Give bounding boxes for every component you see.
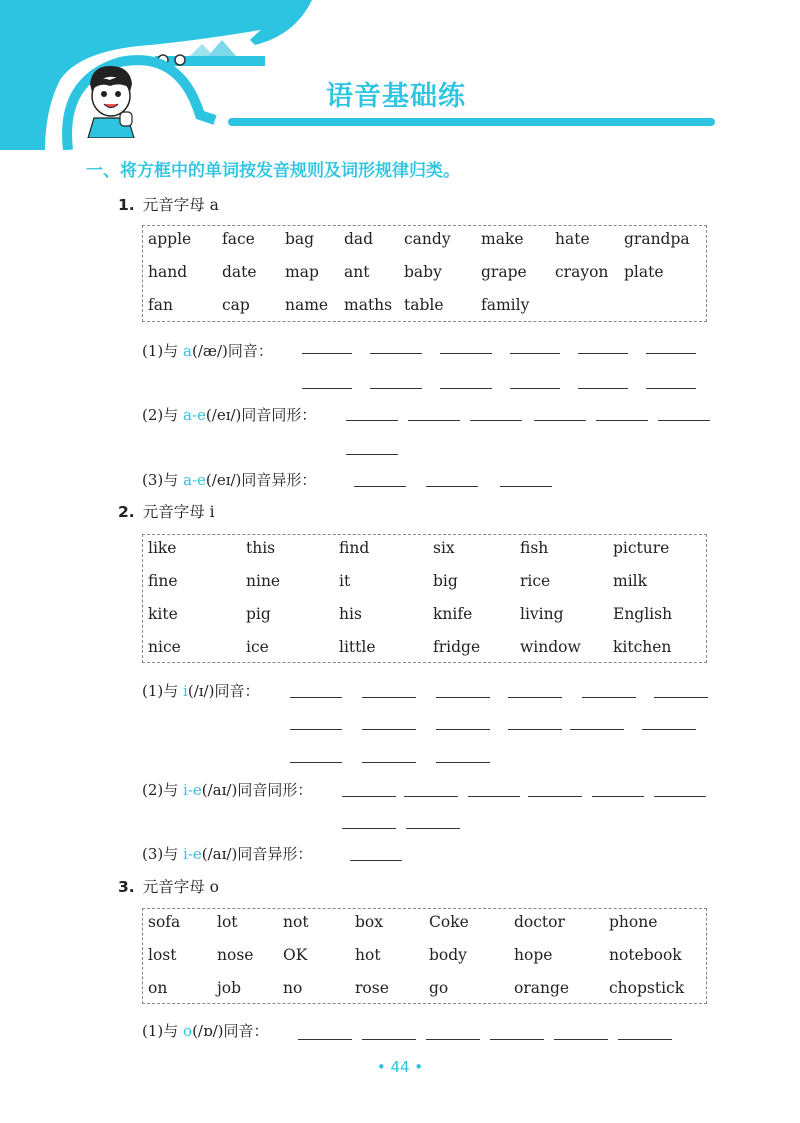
answer-blank[interactable] <box>436 697 490 698</box>
word-item: family <box>481 296 530 314</box>
section-1-title: 1. 元音字母 a <box>118 196 219 214</box>
word-item: candy <box>404 230 451 248</box>
word-item: lot <box>217 913 238 931</box>
word-item: hot <box>355 946 381 964</box>
answer-blank[interactable] <box>654 796 706 797</box>
question-a-2: (2)与 a-e(/eɪ/)同音同形： <box>142 406 317 424</box>
word-item: kitchen <box>613 638 672 656</box>
word-item: not <box>283 913 309 931</box>
answer-blank[interactable] <box>362 729 416 730</box>
word-item: big <box>433 572 458 590</box>
answer-blank[interactable] <box>408 420 460 421</box>
word-item: face <box>222 230 255 248</box>
answer-blank[interactable] <box>290 697 342 698</box>
word-item: plate <box>624 263 664 281</box>
section-2-title: 2. 元音字母 i <box>118 503 215 521</box>
answer-blank[interactable] <box>406 828 460 829</box>
word-item: rose <box>355 979 389 997</box>
word-item: knife <box>433 605 473 623</box>
word-item: Coke <box>429 913 469 931</box>
answer-blank[interactable] <box>528 796 582 797</box>
word-item: OK <box>283 946 308 964</box>
answer-blank[interactable] <box>362 697 416 698</box>
word-item: nose <box>217 946 254 964</box>
question-i-1: (1)与 i(/ɪ/)同音： <box>142 682 260 700</box>
question-i-2: (2)与 i-e(/aɪ/)同音同形： <box>142 781 313 799</box>
word-item: crayon <box>555 263 609 281</box>
word-item: map <box>285 263 319 281</box>
answer-blank[interactable] <box>370 353 422 354</box>
answer-blank[interactable] <box>346 454 398 455</box>
word-item: name <box>285 296 329 314</box>
word-item: make <box>481 230 524 248</box>
section-3-title: 3. 元音字母 o <box>118 878 219 896</box>
answer-blank[interactable] <box>642 729 696 730</box>
answer-blank[interactable] <box>582 697 636 698</box>
word-item: living <box>520 605 564 623</box>
answer-blank[interactable] <box>658 420 710 421</box>
question-i-3: (3)与 i-e(/aɪ/)同音异形： <box>142 845 313 863</box>
answer-blank[interactable] <box>508 697 562 698</box>
answer-blank[interactable] <box>342 796 396 797</box>
answer-blank[interactable] <box>354 486 406 487</box>
answer-blank[interactable] <box>470 420 522 421</box>
word-item: kite <box>148 605 178 623</box>
word-item: six <box>433 539 455 557</box>
word-item: ice <box>246 638 269 656</box>
answer-blank[interactable] <box>436 729 490 730</box>
word-item: rice <box>520 572 551 590</box>
word-item: no <box>283 979 303 997</box>
answer-blank[interactable] <box>578 353 628 354</box>
answer-blank[interactable] <box>490 1039 544 1040</box>
word-item: baby <box>404 263 442 281</box>
answer-blank[interactable] <box>290 729 342 730</box>
word-item: his <box>339 605 362 623</box>
boy-mascot-icon <box>80 62 142 138</box>
answer-blank[interactable] <box>370 388 422 389</box>
answer-blank[interactable] <box>436 762 490 763</box>
word-item: fish <box>520 539 549 557</box>
answer-blank[interactable] <box>646 388 696 389</box>
answer-blank[interactable] <box>426 1039 480 1040</box>
word-item: lost <box>148 946 177 964</box>
word-item: apple <box>148 230 192 248</box>
word-item: grape <box>481 263 527 281</box>
answer-blank[interactable] <box>510 388 560 389</box>
word-item: phone <box>609 913 658 931</box>
word-item: nine <box>246 572 281 590</box>
word-item: like <box>148 539 177 557</box>
word-item: doctor <box>514 913 565 931</box>
word-item: it <box>339 572 351 590</box>
word-item: maths <box>344 296 393 314</box>
word-item: little <box>339 638 376 656</box>
answer-blank[interactable] <box>426 486 478 487</box>
answer-blank[interactable] <box>654 697 708 698</box>
answer-blank[interactable] <box>440 388 492 389</box>
answer-blank[interactable] <box>554 1039 608 1040</box>
word-item: picture <box>613 539 670 557</box>
word-item: go <box>429 979 449 997</box>
word-item: hope <box>514 946 553 964</box>
word-item: chopstick <box>609 979 685 997</box>
word-item: pig <box>246 605 271 623</box>
answer-blank[interactable] <box>570 729 624 730</box>
answer-blank[interactable] <box>362 762 416 763</box>
answer-blank[interactable] <box>298 1039 352 1040</box>
word-item: notebook <box>609 946 682 964</box>
answer-blank[interactable] <box>350 860 402 861</box>
word-item: fine <box>148 572 178 590</box>
word-item: fan <box>148 296 173 314</box>
answer-blank[interactable] <box>578 388 628 389</box>
word-item: orange <box>514 979 570 997</box>
answer-blank[interactable] <box>302 353 352 354</box>
word-item: ant <box>344 263 370 281</box>
word-item: milk <box>613 572 648 590</box>
word-item: body <box>429 946 467 964</box>
word-item: cap <box>222 296 250 314</box>
word-item: hand <box>148 263 188 281</box>
answer-blank[interactable] <box>302 388 352 389</box>
answer-blank[interactable] <box>346 420 398 421</box>
word-item: table <box>404 296 444 314</box>
word-item: fridge <box>433 638 481 656</box>
word-item: English <box>613 605 673 623</box>
word-item: nice <box>148 638 181 656</box>
answer-blank[interactable] <box>534 420 586 421</box>
word-item: bag <box>285 230 315 248</box>
word-item: grandpa <box>624 230 690 248</box>
word-item: this <box>246 539 276 557</box>
answer-blank[interactable] <box>596 420 648 421</box>
word-item: hate <box>555 230 590 248</box>
question-o-1: (1)与 o(/ɒ/)同音： <box>142 1022 269 1040</box>
word-item: sofa <box>148 913 181 931</box>
question-a-3: (3)与 a-e(/eɪ/)同音异形： <box>142 471 317 489</box>
word-item: find <box>339 539 370 557</box>
answer-blank[interactable] <box>500 486 552 487</box>
answer-blank[interactable] <box>468 796 520 797</box>
answer-blank[interactable] <box>404 796 458 797</box>
answer-blank[interactable] <box>646 353 696 354</box>
word-item: on <box>148 979 168 997</box>
page-title: 语音基础练 <box>326 81 466 112</box>
word-item: box <box>355 913 383 931</box>
word-item: date <box>222 263 257 281</box>
answer-blank[interactable] <box>510 353 560 354</box>
answer-blank[interactable] <box>592 796 644 797</box>
question-a-1: (1)与 a(/æ/)同音： <box>142 342 273 360</box>
word-item: dad <box>344 230 374 248</box>
answer-blank[interactable] <box>440 353 492 354</box>
word-item: job <box>217 979 242 997</box>
answer-blank[interactable] <box>290 762 342 763</box>
exercise-instruction: 一、将方框中的单词按发音规则及词形规律归类。 <box>86 161 460 181</box>
answer-blank[interactable] <box>508 729 562 730</box>
page-number: • 44 • <box>376 1058 424 1076</box>
answer-blank[interactable] <box>362 1039 416 1040</box>
answer-blank[interactable] <box>618 1039 672 1040</box>
word-item: window <box>520 638 581 656</box>
answer-blank[interactable] <box>342 828 396 829</box>
